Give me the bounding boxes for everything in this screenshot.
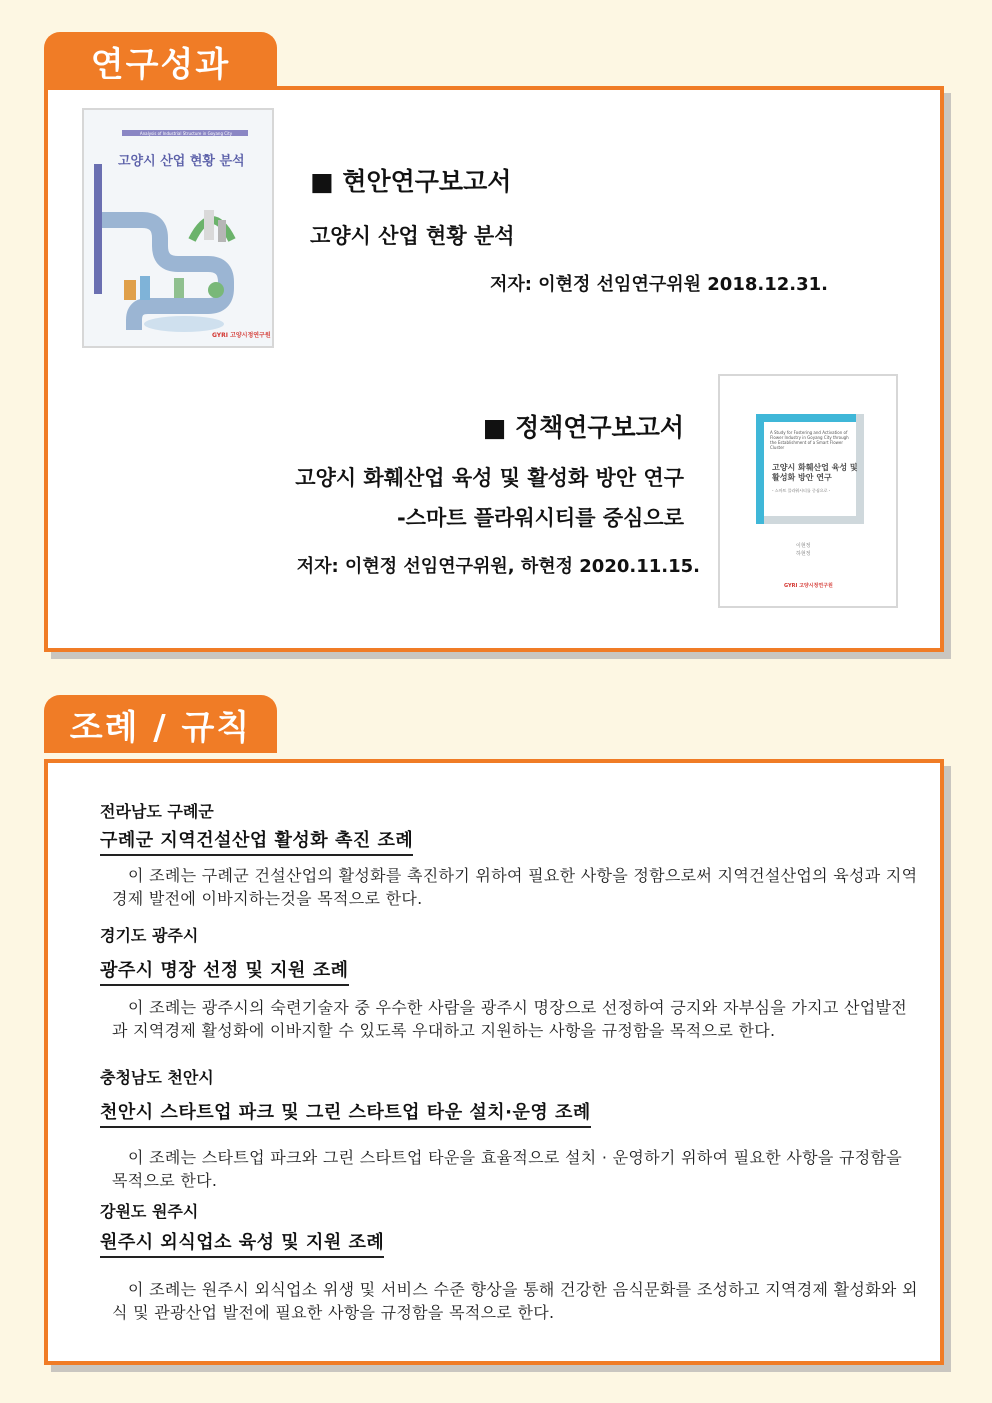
report1-category: ■ 현안연구보고서 — [310, 167, 512, 196]
report2-cover-en: A Study for Fostering and Activation of Flower Industry in Goyang City through the Establishment of a Smart Flower Cluster — [770, 430, 849, 450]
report1-title: 고양시 산업 현황 분석 — [310, 224, 515, 248]
report2-cover-title-l2: 활성화 방안 연구 — [772, 473, 832, 482]
ordinance-description: 이 조례는 원주시 외식업소 위생 및 서비스 수준 향상을 통해 건강한 음식문화를 조성하고 지역경제 활성화와 외식 및 관광산업 발전에 필요한 사항을 규정함을 목적으로 한다. — [112, 1280, 918, 1322]
ordinance-item — [100, 923, 920, 1042]
report1-cover-subtitle: Analysis of Industrial Structure in Goyang City — [139, 131, 233, 136]
ordinance-name: 원주시 외식업소 육성 및 지원 조례 — [100, 1228, 384, 1258]
report2-cover-sub: - 스마트 플라워시티를 중심으로 - — [772, 488, 831, 493]
ordinance-name: 광주시 명장 선정 및 지원 조례 — [100, 956, 349, 986]
ordinance-description: 이 조례는 스타트업 파크와 그린 스타트업 타운을 효율적으로 설치 · 운영하기 위하여 필요한 사항을 규정함을 목적으로 한다. — [112, 1148, 903, 1190]
report2-title-line2: -스마트 플라워시티를 중심으로 — [396, 506, 684, 530]
report1-cover-image — [82, 108, 274, 348]
report2-title-line1: 고양시 화훼산업 육성 및 활성화 방안 연구 — [295, 466, 684, 490]
section-tab-ordinances — [44, 695, 277, 753]
research-panel — [44, 86, 944, 652]
ordinance-region: 전라남도 구례군 — [100, 802, 214, 821]
report2-cover-image — [718, 374, 898, 608]
ordinance-item — [100, 799, 920, 910]
report1-author: 저자: 이현정 선임연구위원 2018.12.31. — [490, 274, 828, 295]
report2-cover-authors-l2: 하현정 — [796, 551, 811, 557]
ordinance-region: 경기도 광주시 — [100, 926, 199, 945]
ordinance-name: 구례군 지역건설산업 활성화 촉진 조례 — [100, 826, 413, 856]
section-tab-label: 연구성과 — [90, 44, 231, 85]
report2-category: ■ 정책연구보고서 — [482, 413, 684, 442]
ordinance-panel — [44, 759, 944, 1365]
ordinance-description: 이 조례는 구례군 건설산업의 활성화를 촉진하기 위하여 필요한 사항을 정함으로써 지역건설산업의 육성과 지역경제 발전에 이바지하는것을 목적으로 한다. — [112, 866, 918, 908]
report1-cover-title: 고양시 산업 현황 분석 — [118, 154, 245, 169]
section-tab-research — [44, 32, 277, 90]
ordinance-name: 천안시 스타트업 파크 및 그린 스타트업 타운 설치·운영 조례 — [100, 1098, 591, 1128]
ordinance-region: 강원도 원주시 — [100, 1202, 199, 1221]
ordinance-region: 충청남도 천안시 — [100, 1068, 214, 1087]
report1-cover-illustration — [84, 110, 272, 346]
ordinance-item — [100, 1065, 920, 1192]
section-tab-label: 조례 / 규칙 — [69, 707, 252, 748]
report2-cover-publisher: GYRI 고양시정연구원 — [784, 583, 833, 589]
report2-cover-title-l1: 고양시 화훼산업 육성 및 — [772, 463, 858, 472]
report1-cover-publisher: GYRI 고양시정연구원 — [212, 332, 271, 339]
ordinance-item — [100, 1199, 920, 1324]
report2-cover-authors-l1: 이현정 — [796, 543, 811, 549]
report2-author: 저자: 이현정 선임연구위원, 하현정 2020.11.15. — [296, 556, 700, 577]
ordinance-description: 이 조례는 광주시의 숙련기술자 중 우수한 사람을 광주시 명장으로 선정하여 긍지와 자부심을 가지고 산업발전과 지역경제 활성화에 이바지할 수 있도록 우대하고 지원하는 사항을 규정함을 목적으로 한다. — [112, 998, 908, 1040]
